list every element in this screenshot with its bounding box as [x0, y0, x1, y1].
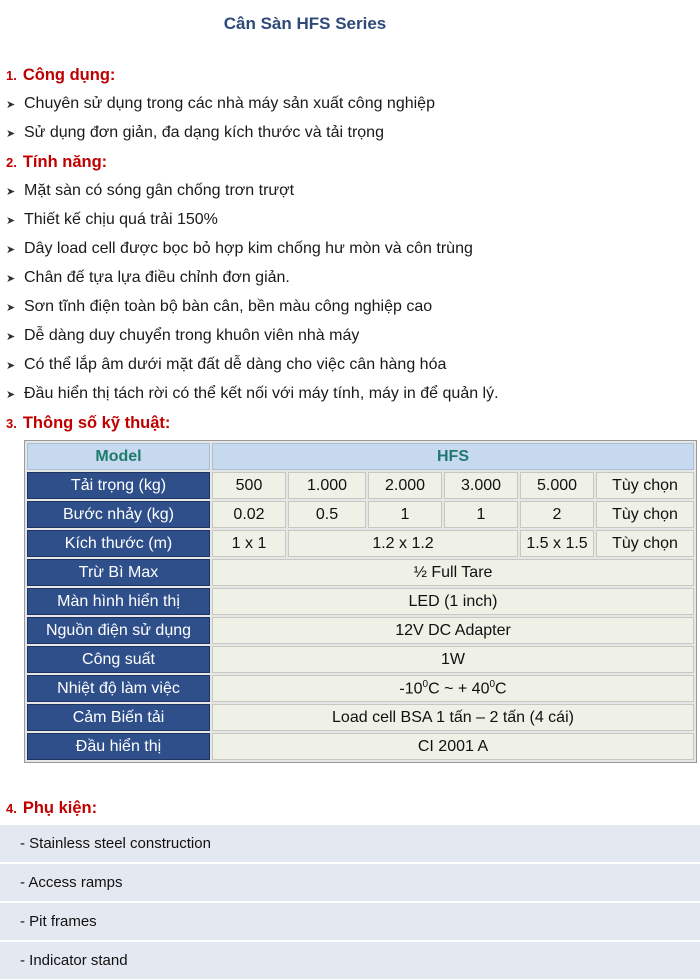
table-cell: 12V DC Adapter — [212, 617, 694, 644]
table-cell-temperature: $-10^0C$ ~ + $40^0C$ — [212, 675, 694, 702]
section-number: 3. — [6, 416, 17, 431]
section-heading-features — [6, 153, 107, 172]
accessory-item: - Indicator stand — [0, 942, 700, 979]
list-item: ➤ Dây load cell được bọc bỏ hợp kim chống hư mòn và côn trùng — [6, 240, 473, 257]
list-item: ➤ Đầu hiển thị tách rời có thể kết nối với máy tính, máy in để quản lý. — [6, 385, 499, 402]
list-item: ➤ Có thể lắp âm dưới mặt đất dễ dàng cho việc cân hàng hóa — [6, 356, 447, 373]
list-item: ➤ Chuyên sử dụng trong các nhà máy sản xuất công nghiệp — [6, 95, 435, 112]
page-title: Cân Sàn HFS Series — [223, 14, 387, 33]
table-cell: Tùy chọn — [596, 530, 694, 557]
table-cell: 1.000 — [288, 472, 366, 499]
row-label: Tải trọng (kg) — [27, 472, 210, 499]
row-label: Kích thước (m) — [27, 530, 210, 557]
arrow-bullet-icon: ➤ — [6, 215, 16, 227]
table-cell: ½ Full Tare — [212, 559, 694, 586]
table-row — [27, 704, 694, 731]
table-cell: Tùy chọn — [596, 472, 694, 499]
arrow-bullet-icon: ➤ — [6, 302, 16, 314]
table-cell: 500 — [212, 472, 286, 499]
arrow-bullet-icon: ➤ — [6, 244, 16, 256]
row-label: Công suất — [27, 646, 210, 673]
table-cell: 1.5 x 1.5 — [520, 530, 594, 557]
row-label: Nhiệt độ làm việc — [27, 675, 210, 702]
arrow-bullet-icon: ➤ — [6, 331, 16, 343]
list-item: ➤ Dễ dàng duy chuyển trong khuôn viên nhà máy — [6, 327, 360, 344]
table-row — [27, 443, 694, 470]
arrow-bullet-icon: ➤ — [6, 128, 16, 140]
arrow-bullet-icon: ➤ — [6, 186, 16, 198]
spec-table — [24, 440, 697, 763]
table-row — [27, 646, 694, 673]
table-cell: Load cell BSA 1 tấn – 2 tấn (4 cái) — [212, 704, 694, 731]
table-cell: CI 2001 A — [212, 733, 694, 760]
section-number: 1. — [6, 68, 17, 83]
table-row — [27, 675, 694, 702]
section-heading-specs — [6, 414, 170, 433]
section-title: Phụ kiện: — [22, 799, 98, 817]
table-row — [27, 530, 694, 557]
table-cell: 0.02 — [212, 501, 286, 528]
section-title: Tính năng: — [22, 153, 108, 171]
table-cell: 2.000 — [368, 472, 442, 499]
arrow-bullet-icon: ➤ — [6, 273, 16, 285]
table-cell: 1 — [368, 501, 442, 528]
section-title: Thông số kỹ thuật: — [22, 414, 171, 432]
table-cell: 3.000 — [444, 472, 518, 499]
table-row — [27, 472, 694, 499]
row-label: Nguồn điện sử dụng — [27, 617, 210, 644]
accessory-item: - Access ramps — [0, 864, 700, 901]
section-title: Công dụng: — [22, 66, 116, 84]
arrow-bullet-icon: ➤ — [6, 360, 16, 372]
header-model-value: HFS — [212, 443, 694, 470]
table-row — [27, 617, 694, 644]
list-item: ➤ Sơn tĩnh điện toàn bộ bàn cân, bền màu công nghiệp cao — [6, 298, 433, 315]
table-cell: 1W — [212, 646, 694, 673]
row-label: Trừ Bì Max — [27, 559, 210, 586]
table-cell: 2 — [520, 501, 594, 528]
row-label: Bước nhảy (kg) — [27, 501, 210, 528]
list-item: ➤ Chân đế tựa lựa điều chỉnh đơn giản. — [6, 269, 290, 286]
accessory-item: - Pit frames — [0, 903, 700, 940]
arrow-bullet-icon: ➤ — [6, 99, 16, 111]
table-cell: 1.2 x 1.2 — [288, 530, 518, 557]
table-cell: LED (1 inch) — [212, 588, 694, 615]
section-number: 2. — [6, 155, 17, 170]
table-row — [27, 501, 694, 528]
table-cell: 5.000 — [520, 472, 594, 499]
table-cell: 0.5 — [288, 501, 366, 528]
row-label: Màn hình hiển thị — [27, 588, 210, 615]
section-heading-usage — [6, 66, 115, 85]
table-row — [27, 588, 694, 615]
table-row — [27, 733, 694, 760]
accessory-item: - Stainless steel construction — [0, 825, 700, 862]
row-label: Đầu hiển thị — [27, 733, 210, 760]
header-model-label: Model — [27, 443, 210, 470]
table-row — [27, 559, 694, 586]
list-item: ➤ Sử dụng đơn giản, đa dạng kích thước và tải trọng — [6, 124, 384, 141]
list-item: ➤ Mặt sàn có sóng gân chống trơn trượt — [6, 182, 295, 199]
section-heading-accessories — [6, 799, 97, 818]
arrow-bullet-icon: ➤ — [6, 389, 16, 401]
row-label: Cảm Biến tải — [27, 704, 210, 731]
table-cell: Tùy chọn — [596, 501, 694, 528]
section-number: 4. — [6, 801, 17, 816]
list-item: ➤ Thiết kế chịu quá trải 150% — [6, 211, 218, 228]
table-cell: 1 x 1 — [212, 530, 286, 557]
table-cell: 1 — [444, 501, 518, 528]
